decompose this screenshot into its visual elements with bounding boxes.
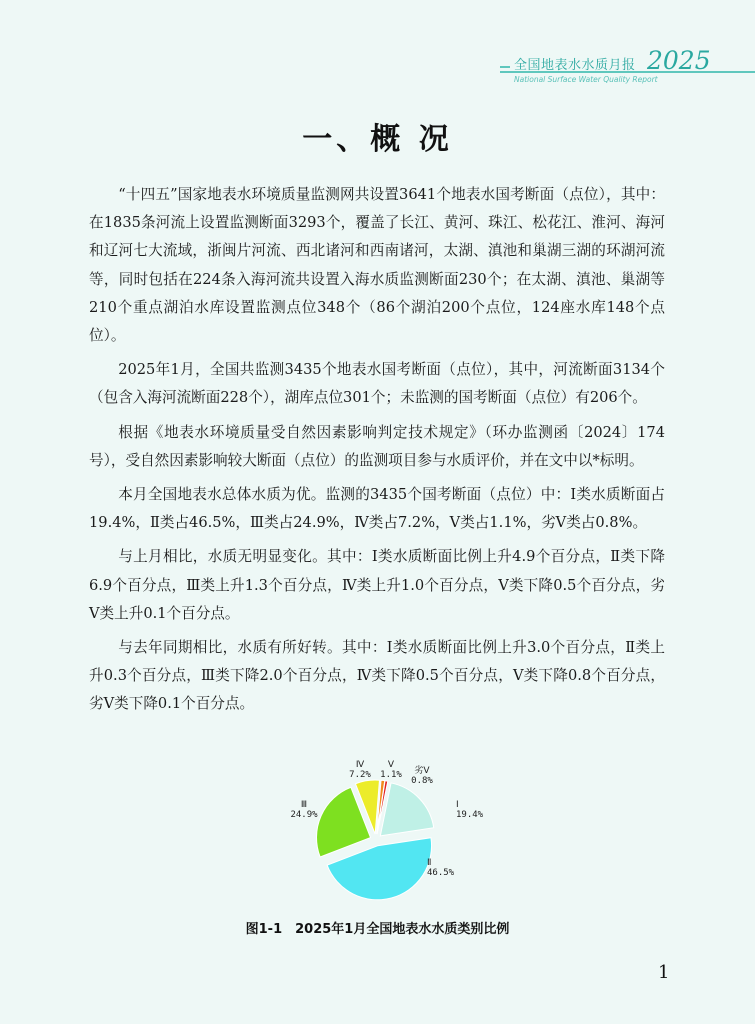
report-title: 全国地表水水质月报 [514, 58, 636, 73]
pie-value-label: 24.9% [290, 810, 318, 820]
pie-chart-svg [270, 755, 490, 910]
pie-value-label: 19.4% [456, 810, 484, 820]
header-accent-bar [500, 66, 510, 68]
paragraph: 与上月相比，水质无明显变化。其中：Ⅰ类水质断面比例上升4.9个百分点，Ⅱ类下降6.9个百分点，Ⅲ类上升1.3个百分点，Ⅳ类上升1.0个百分点，Ⅴ类下降0.5个百分点，劣Ⅴ类上升0.1个百分点。 [89, 548, 665, 622]
pie-label: 劣Ⅴ [414, 766, 430, 776]
report-year: 2025 [647, 46, 711, 75]
figure-caption: 图1-1 2025年1月全国地表水水质类别比例 [245, 922, 510, 937]
page-number: 1 [658, 962, 670, 983]
paragraph: 本月全国地表水总体水质为优。监测的3435个国考断面（点位）中：Ⅰ类水质断面占19.4%，Ⅱ类占46.5%，Ⅲ类占24.9%，Ⅳ类占7.2%，Ⅴ类占1.1%，劣Ⅴ类占0.8%。 [89, 486, 665, 532]
paragraph: “十四五”国家地表水环境质量监测网共设置3641个地表水国考断面（点位），其中：在1835条河流上设置监测断面3293个，覆盖了长江、黄河、珠江、松花江、淮河、海河和辽河七大流域，浙闽片河流、西北诸河和西南诸河，太湖、滇池和巢湖三湖的环湖河流等，同时包括在224条入海河流共设置入海水质监测断面230个；在太湖、滇池、巢湖等210个重点湖泊水库设置监测点位348个（86个湖泊200个点位，124座水库148个点位）。 [89, 186, 665, 345]
pie-label: Ⅰ [456, 800, 459, 810]
report-subtitle: National Surface Water Quality Report [514, 75, 658, 84]
pie-value-label: 0.8% [411, 776, 433, 786]
page-header [500, 44, 755, 84]
paragraph: 2025年1月，全国共监测3435个地表水国考断面（点位），其中，河流断面3134个（包含入海河流断面228个），湖库点位301个；未监测的国考断面（点位）有206个。 [89, 361, 665, 407]
pie-chart [270, 755, 490, 910]
pie-value-label: 46.5% [427, 868, 455, 878]
pie-label: Ⅳ [355, 760, 365, 770]
chapter-title: 一、概 况 [302, 122, 453, 157]
pie-value-label: 1.1% [380, 770, 402, 780]
pie-value-label: 7.2% [349, 770, 371, 780]
pie-label: Ⅲ [300, 800, 308, 810]
paragraph: 与去年同期相比，水质有所好转。其中：Ⅰ类水质断面比例上升3.0个百分点，Ⅱ类上升0.3个百分点，Ⅲ类下降2.0个百分点，Ⅳ类下降0.5个百分点，Ⅴ类下降0.8个百分点，劣Ⅴ类下降0.1个百分点。 [89, 639, 665, 713]
paragraph: 根据《地表水环境质量受自然因素影响判定技术规定》（环办监测函〔2024〕174号），受自然因素影响较大断面（点位）的监测项目参与水质评价，并在文中以*标明。 [89, 423, 665, 469]
body-text [89, 181, 665, 725]
pie-label: Ⅴ [387, 760, 395, 770]
pie-label: Ⅱ [427, 858, 432, 868]
pie-slice [380, 783, 433, 836]
